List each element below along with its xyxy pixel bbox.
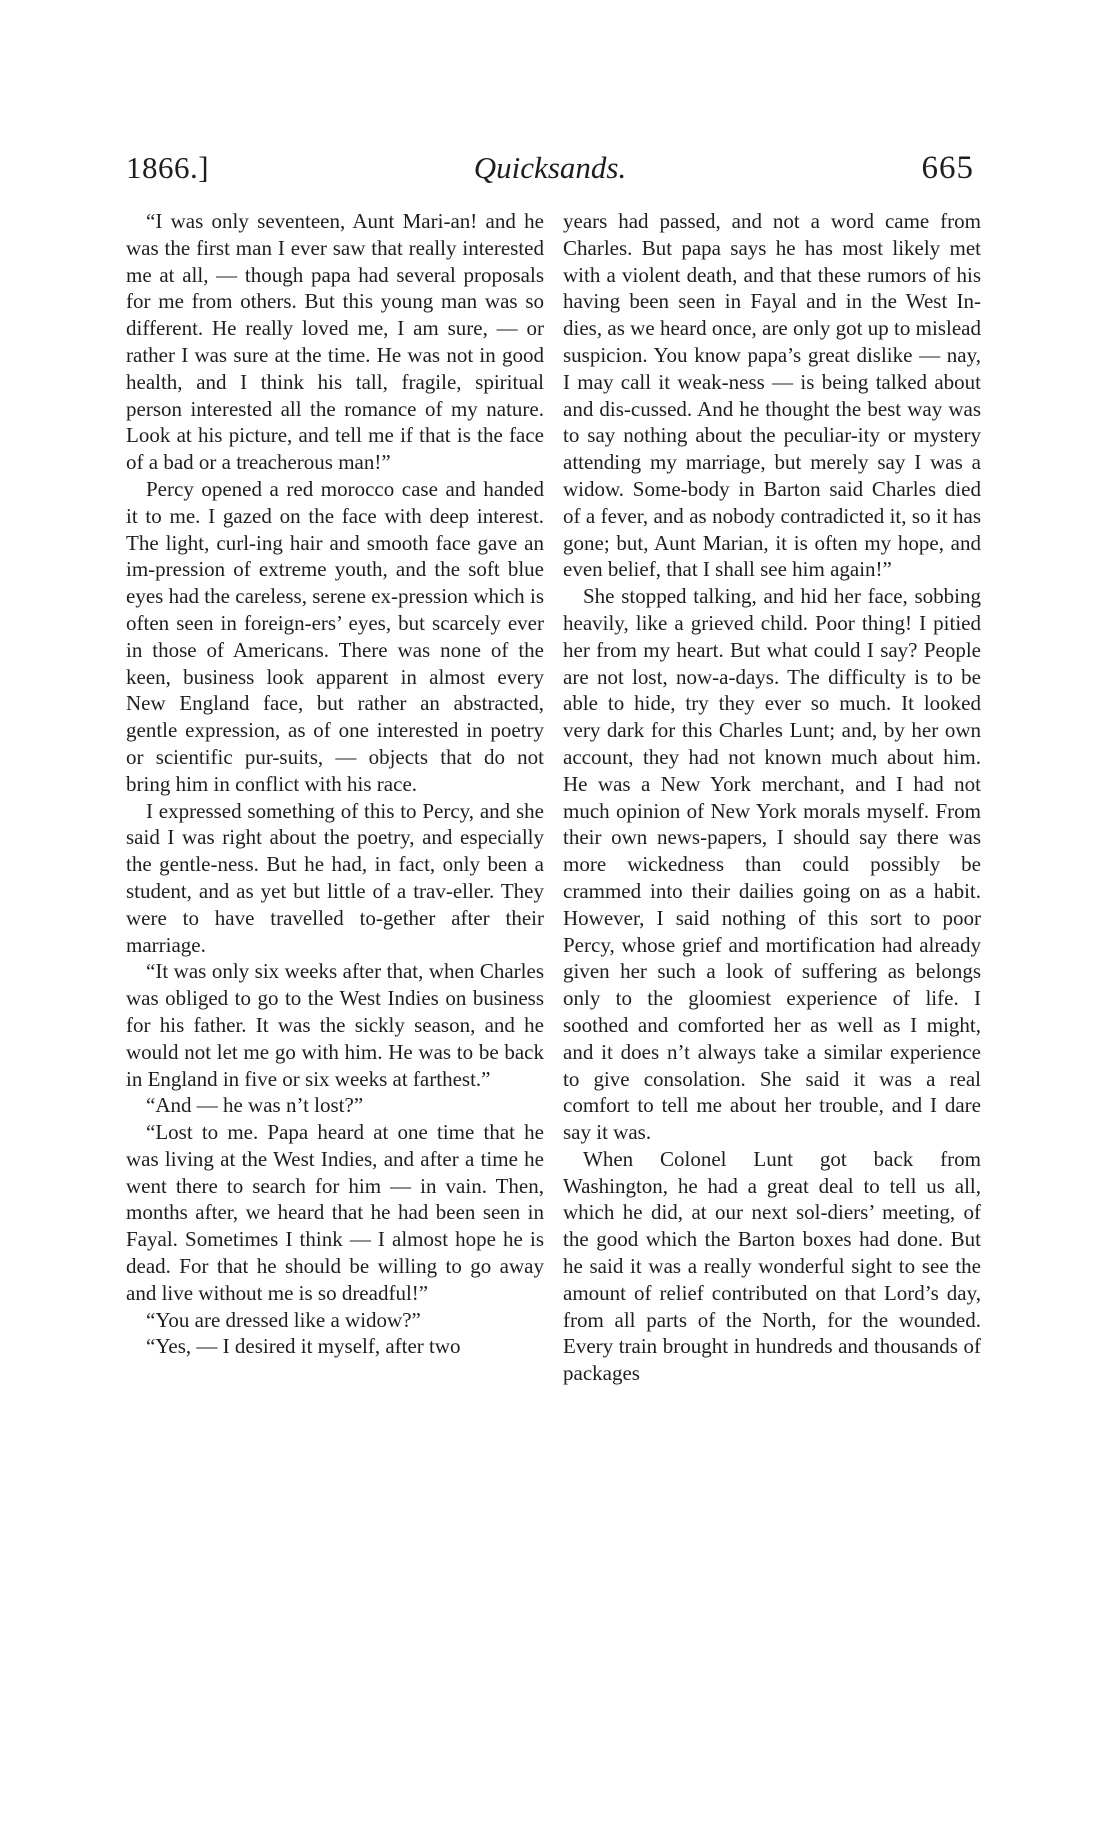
- paragraph: “Lost to me. Papa heard at one time that he was living at the West Indies, and after a time he went there to search for him — in vain. Then, months after, we heard that he had been seen in Fayal. Sometimes I think — I almost hope he is dead. For that he should be willing to go away and live without me is so dreadful!”: [126, 1120, 544, 1305]
- paragraph: When Colonel Lunt got back from Washington, he had a great deal to tell us all, which he did, at our next sol-diers’ meeting, of the good which the Barton boxes had done. But he said it was a really wonderful sight to see the amount of relief contributed on that Lord’s day, from all parts of the North, for the wounded. Every train brought in hundreds and thousands of packages: [563, 1146, 981, 1386]
- paragraph: She stopped talking, and hid her face, sobbing heavily, like a grieved child. Poor thing! I pitied her from my heart. But what could I say? People are not lost, now-a-days. The difficulty is to be able to hide, try they ever so much. It looked very dark for this Charles Lunt; and, by her own account, they had not known much about him. He was a New York merchant, and I had not much opinion of New York morals myself. From their own news-papers, I should say there was more wickedness than could possibly be crammed into their dailies going on as a habit. However, I said nothing of this sort to poor Percy, whose grief and mortification had already given her such a look of suffering as belongs only to the gloomiest experience of life. I soothed and comforted her as well as I might, and it does n’t always take a similar experience to give consolation. She said it was a real comfort to tell me about her trouble, and I dare say it was.: [563, 584, 981, 1145]
- paragraph: “And — he was n’t lost?”: [146, 1093, 364, 1118]
- paragraph: “I was only seventeen, Aunt Mari-an! and he was the first man I ever saw that really interested me at all, — though papa had several proposals for me from others. But this young man was so different. He really loved me, I am sure, — or rather I was sure at the time. He was not in good health, and I think his tall, fragile, spiritual person interested all the romance of my nature. Look at his picture, and tell me if that is the face of a bad or a treacherous man!”: [126, 209, 544, 475]
- paragraph: Percy opened a red morocco case and handed it to me. I gazed on the face with deep interest. The light, curl-ing hair and smooth face gave an im-pression of extreme youth, and the soft blue eyes had the careless, serene ex-pression which is often seen in foreign-ers’ eyes, but scarcely ever in those of Americans. There was none of the keen, business look apparent in almost every New England face, but rather an abstracted, gentle expression, as of one interested in poetry or scientific pur-suits, — objects that do not bring him in conflict with his race.: [126, 476, 544, 796]
- paragraph: I expressed something of this to Percy, and she said I was right about the poetry, and especially the gentle-ness. But he had, in fact, only been a student, and as yet but little of a trav-eller. They were to have travelled to-gether after their marriage.: [126, 798, 544, 957]
- header-date: 1866.]: [126, 150, 210, 185]
- page-header: [126, 150, 974, 200]
- paragraph: “Yes, — I desired it myself, after two: [146, 1334, 461, 1359]
- paragraph: “You are dressed like a widow?”: [146, 1307, 421, 1332]
- paragraph: “It was only six weeks after that, when Charles was obliged to go to the West Indies on business for his father. It was the sickly season, and he would not let me go with him. He was to be back in England in five or six weeks at farthest.”: [126, 959, 544, 1091]
- left-column: [126, 208, 544, 1360]
- paragraph: years had passed, and not a word came from Charles. But papa says he has most likely met with a violent death, and that these rumors of his having been seen in Fayal and in the West In-dies, as we heard once, are only got up to mislead suspicion. You know papa’s great dislike — nay, I may call it weak-ness — is being talked about and dis-cussed. And he thought the best way was to say nothing about the peculiar-ity or mystery attending my marriage, but merely say I was a widow. Some-body in Barton said Charles died of a fever, and as nobody contradicted it, so it has gone; but, Aunt Marian, it is often my hope, and even belief, that I shall see him again!”: [563, 209, 981, 582]
- page-number: 665: [921, 150, 974, 186]
- right-column: [563, 208, 981, 1387]
- running-title: Quicksands.: [473, 150, 627, 185]
